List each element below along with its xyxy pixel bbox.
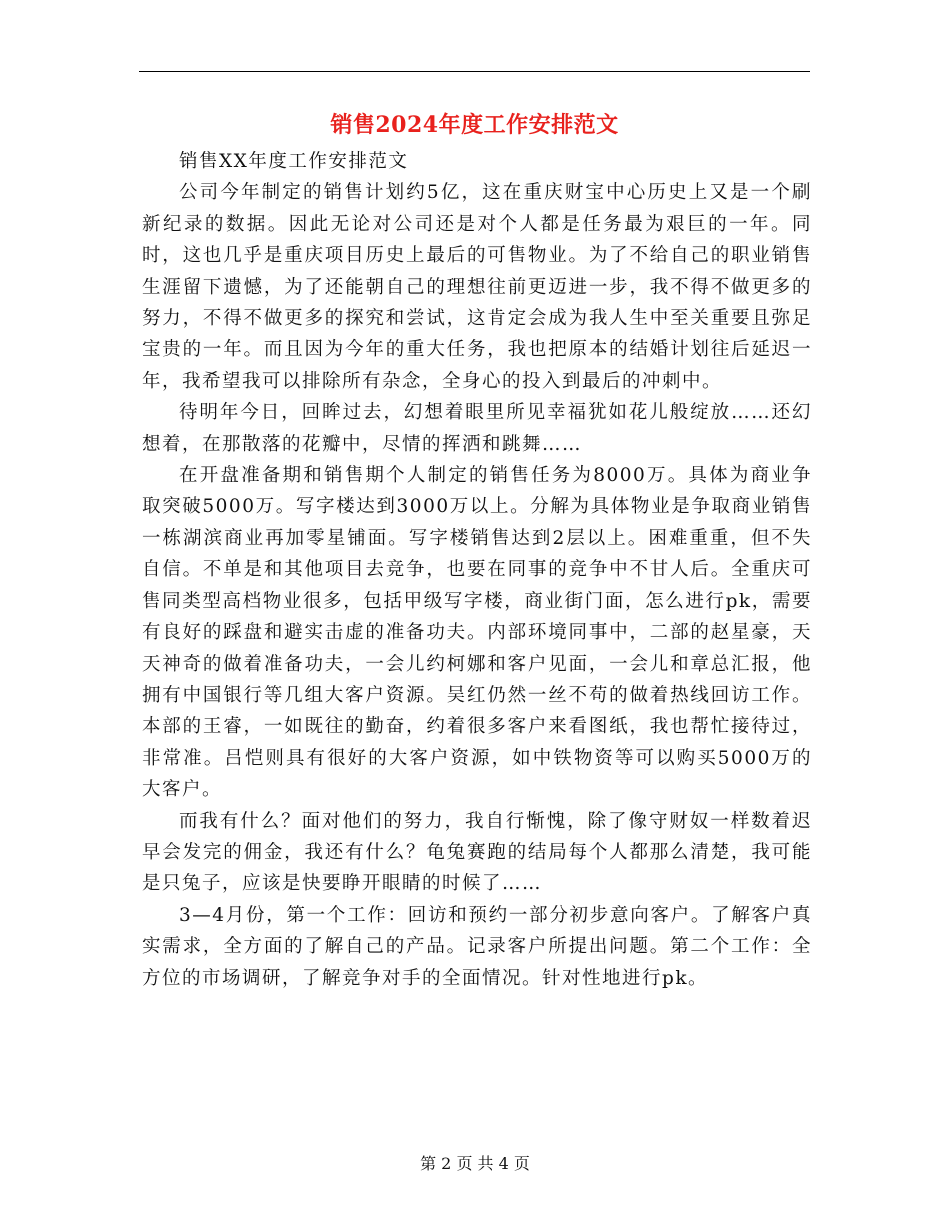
paragraph-looking-back: 待明年今日，回眸过去，幻想着眼里所见幸福犹如花儿般绽放……还幻想着，在那散落的花瓣中，尽情的挥洒和跳舞…… — [142, 402, 812, 455]
document-title: 销售2024年度工作安排范文 — [330, 112, 619, 138]
footer-prefix: 第 — [420, 1154, 437, 1173]
document-body — [142, 146, 812, 994]
paragraph-sales-target: 在开盘准备期和销售期个人制定的销售任务为8000万。具体为商业争取突破5000万。写字楼达到3000万以上。分解为具体物业是争取商业销售一栋湖滨商业再加零星铺面。写字楼销售达到2层以上。困难重重，但不失自信。不单是和其他项目去竞争，也要在同事的竞争中不甘人后。全重庆可售同类型高档物业很多，包括甲级写字楼，商业街门面，怎么进行pk，需要有良好的踩盘和避实击虚的准备功夫。内部环境同事中，二部的赵星豪，天天神奇的做着准备功夫，一会儿约柯娜和客户见面，一会儿和章总汇报，他拥有中国银行等几组大客户资源。吴红仍然一丝不苟的做着热线回访工作。本部的王睿，一如既往的勤奋，约着很多客户来看图纸，我也帮忙接待过，非常准。吕恺则具有很好的大客户资源，如中铁物资等可以购买5000万的大客户。 — [142, 465, 812, 801]
footer-page-number: 2 — [441, 1154, 452, 1173]
page-footer — [0, 1152, 950, 1176]
footer-middle: 页 共 — [456, 1154, 494, 1173]
paragraph-march-april-work: 3—4月份，第一个工作：回访和预约一部分初步意向客户。了解客户真实需求，全方面的了解自己的产品。记录客户所提出问题。第二个工作：全方位的市场调研，了解竞争对手的全面情况。针对性地进行pk。 — [142, 904, 812, 989]
paragraph-sales-plan: 公司今年制定的销售计划约5亿，这在重庆财宝中心历史上又是一个刷新纪录的数据。因此无论对公司还是对个人都是任务最为艰巨的一年。同时，这也几乎是重庆项目历史上最后的可售物业。为了不给自己的职业销售生涯留下遗憾，为了还能朝自己的理想往前更迈进一步，我不得不做更多的努力，不得不做更多的探究和尝试，这肯定会成为我人生中至关重要且弥足宝贵的一年。而且因为今年的重大任务，我也把原本的结婚计划往后延迟一年，我希望我可以排除所有杂念，全身心的投入到最后的冲刺中。 — [142, 182, 812, 392]
header-rule — [139, 71, 810, 72]
paragraph-self-reflection: 而我有什么？面对他们的努力，我自行惭愧，除了像守财奴一样数着迟早会发完的佣金，我还有什么？龟兔赛跑的结局每个人都那么清楚，我可能是只兔子，应该是快要睁开眼睛的时候了…… — [142, 810, 812, 895]
footer-suffix: 页 — [513, 1154, 530, 1173]
paragraph-subtitle: 销售XX年度工作安排范文 — [179, 151, 409, 172]
footer-total-pages: 4 — [498, 1154, 509, 1173]
